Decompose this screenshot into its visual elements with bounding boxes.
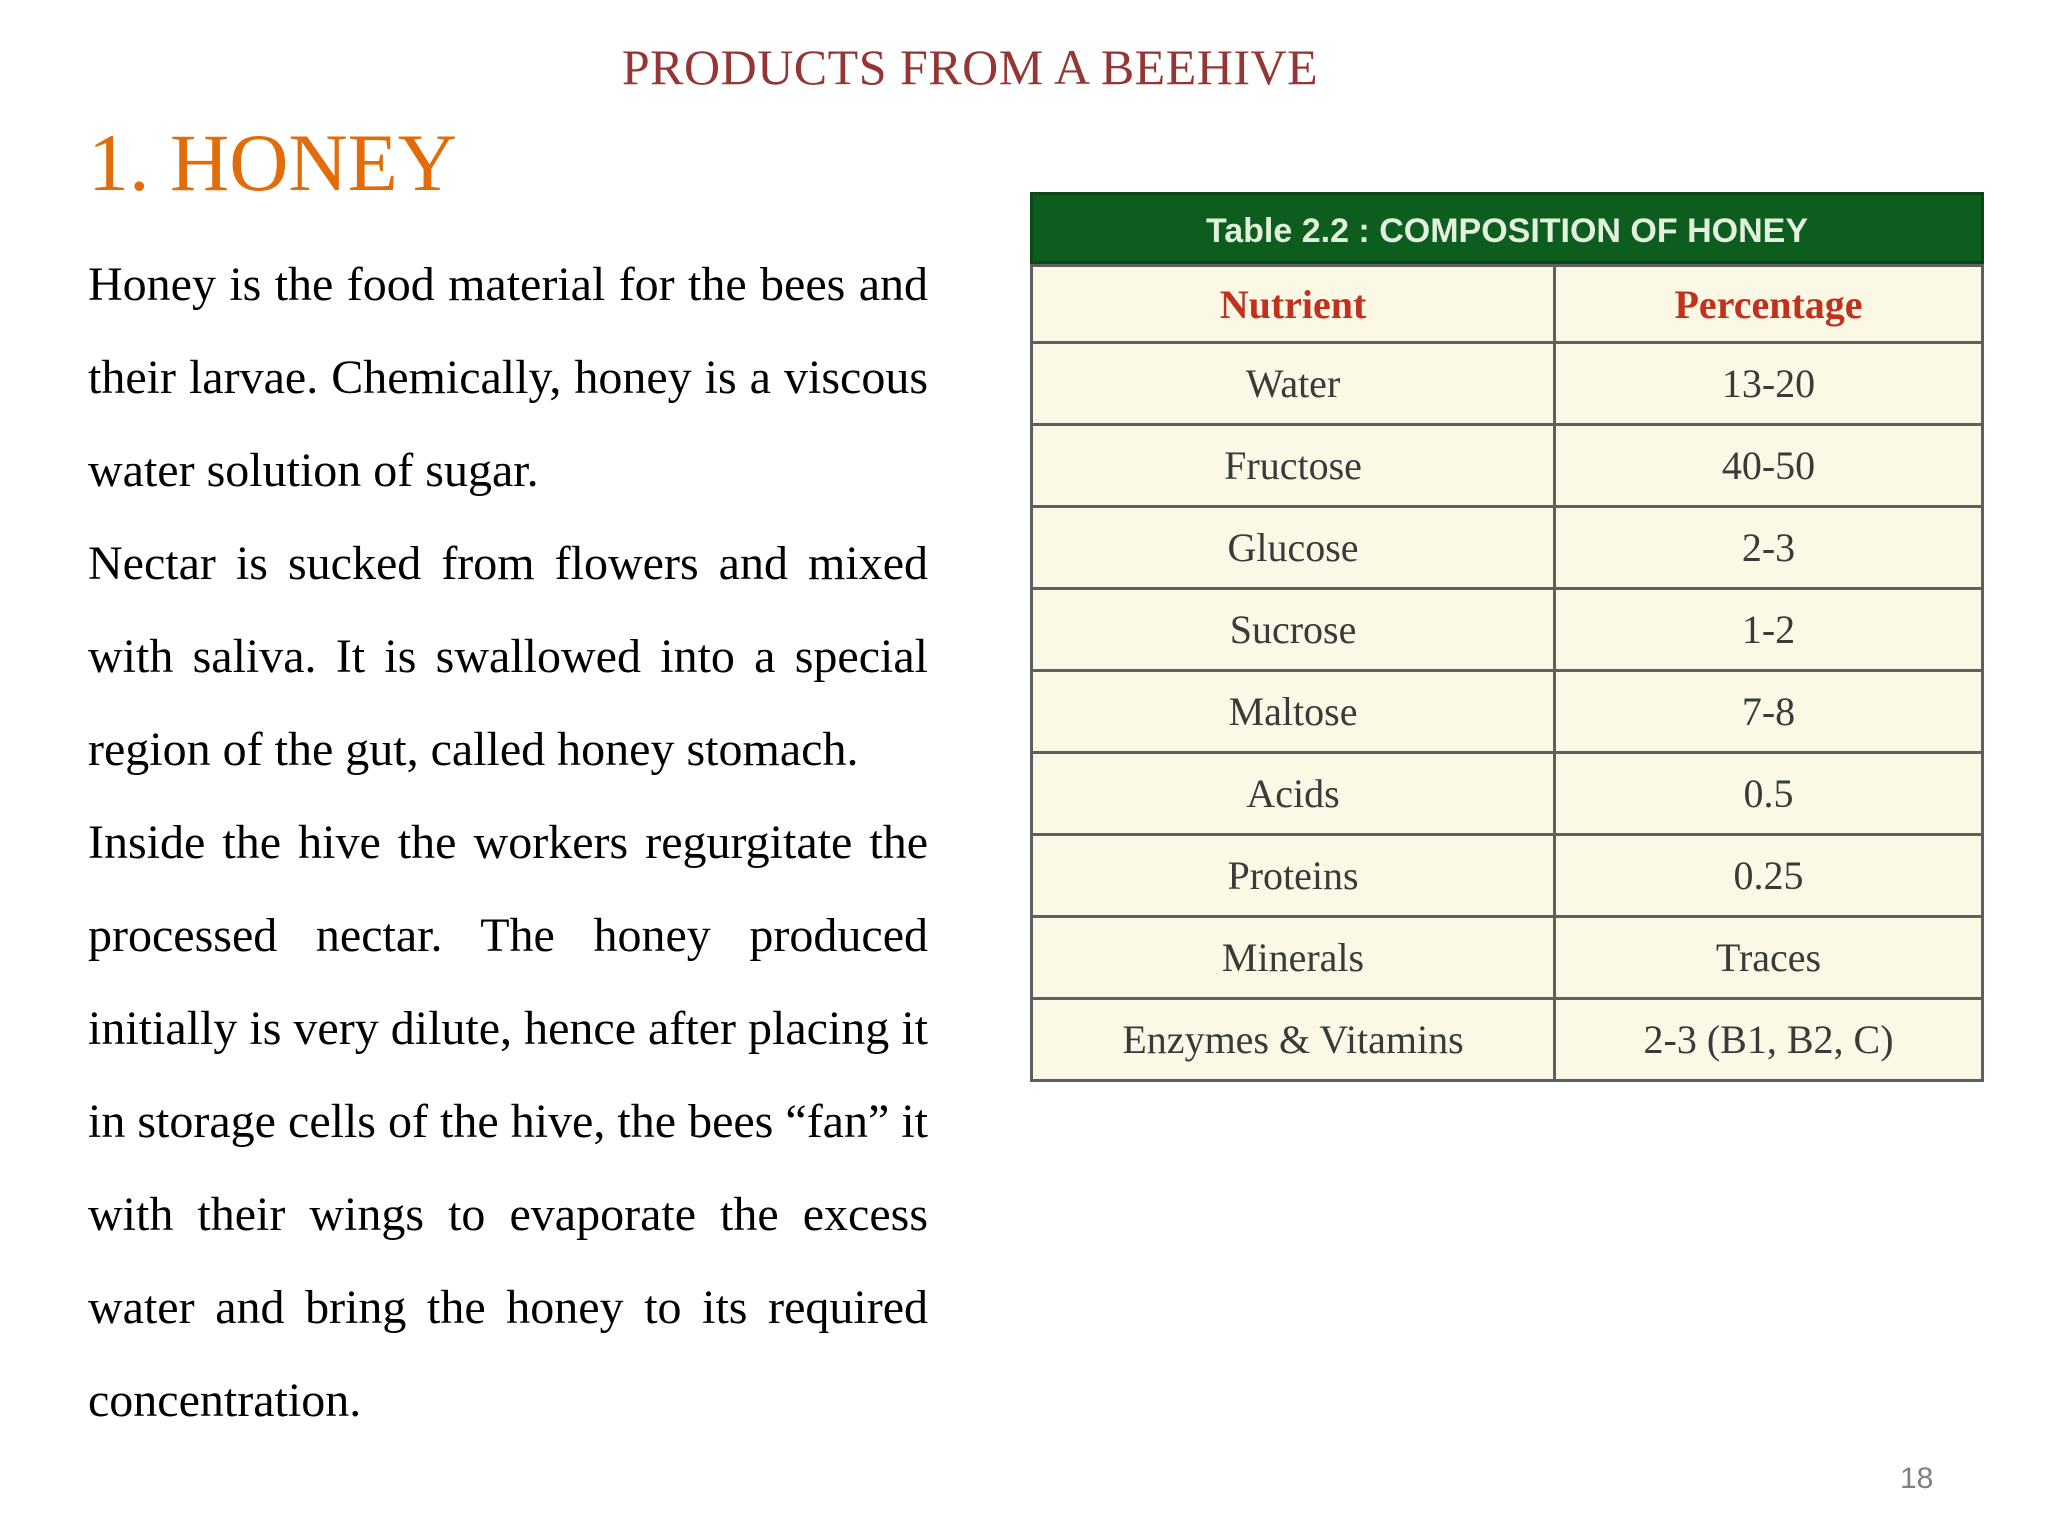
table-row xyxy=(1032,507,1983,589)
table-header-row xyxy=(1032,266,1983,343)
header-nutrient: Nutrient xyxy=(1032,266,1555,343)
percentage-cell: 1-2 xyxy=(1555,589,1983,671)
table-row xyxy=(1032,671,1983,753)
table-row xyxy=(1032,425,1983,507)
nutrient-cell: Water xyxy=(1032,343,1555,425)
nutrient-cell: Glucose xyxy=(1032,507,1555,589)
paragraph-hive-processing: Inside the hive the workers regurgitate the processed nectar. The honey produced initially is very dilute, hence after placing it in storage cells of the hive, the bees “fan” it with their wings to evaporate the excess water and bring the honey to its required concentration. xyxy=(88,816,928,1427)
table-row xyxy=(1032,917,1983,999)
body-text xyxy=(88,238,928,1447)
nutrient-cell: Proteins xyxy=(1032,835,1555,917)
nutrient-cell: Sucrose xyxy=(1032,589,1555,671)
composition-table xyxy=(1030,264,1984,1082)
nutrient-cell: Maltose xyxy=(1032,671,1555,753)
paragraph-nectar: Nectar is sucked from flowers and mixed with saliva. It is swallowed into a special region of the gut, called honey stomach. xyxy=(88,537,928,776)
percentage-cell: 40-50 xyxy=(1555,425,1983,507)
percentage-cell: Traces xyxy=(1555,917,1983,999)
percentage-cell: 13-20 xyxy=(1555,343,1983,425)
composition-table-figure xyxy=(1030,192,1984,1082)
percentage-cell: 0.25 xyxy=(1555,835,1983,917)
nutrient-cell: Enzymes & Vitamins xyxy=(1032,999,1555,1081)
percentage-cell: 7-8 xyxy=(1555,671,1983,753)
table-row xyxy=(1032,589,1983,671)
nutrient-cell: Minerals xyxy=(1032,917,1555,999)
percentage-cell: 0.5 xyxy=(1555,753,1983,835)
slide-title: PRODUCTS FROM A BEEHIVE xyxy=(621,39,1319,95)
nutrient-cell: Fructose xyxy=(1032,425,1555,507)
paragraph-honey-definition: Honey is the food material for the bees and their larvae. Chemically, honey is a viscous water solution of sugar. xyxy=(88,258,928,497)
table-row xyxy=(1032,343,1983,425)
percentage-cell: 2-3 (B1, B2, C) xyxy=(1555,999,1983,1081)
table-caption: Table 2.2 : COMPOSITION OF HONEY xyxy=(1030,192,1984,264)
section-heading: 1. HONEY xyxy=(88,117,457,208)
percentage-cell: 2-3 xyxy=(1555,507,1983,589)
table-row xyxy=(1032,753,1983,835)
header-percentage: Percentage xyxy=(1555,266,1983,343)
table-row xyxy=(1032,999,1983,1081)
table-row xyxy=(1032,835,1983,917)
nutrient-cell: Acids xyxy=(1032,753,1555,835)
page-number: 18 xyxy=(1900,1462,1934,1495)
